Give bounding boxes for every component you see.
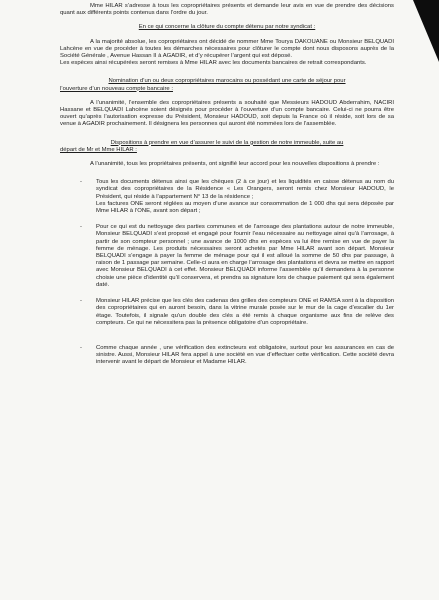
list-dash: - bbox=[80, 344, 82, 351]
section-heading-new-account-line1: Nomination d’un ou deux copropriétaires marocains ou possédant une carte de séjour pour bbox=[108, 78, 346, 85]
list-item-paragraph: Monsieur HILAR précise que les clés des cadenas des grilles des compteurs ONE et RAMSA sont à la disposition des copropriétaires qui en auront besoin, dans la vitrine murale posée sur le mur de la cage d’escalier du 1er étage. Toutefois, il signale qu’un double des clés a été remis à chaque organisme aux fins de relève des compteurs. Ce qui ne nécessitera pas la présence obligatoire d’un copropriétaire. bbox=[96, 298, 394, 326]
cash-remittance-paragraph: Les espèces ainsi récupérées seront remises à Mme HILAR avec les documents bancaires de retrait correspondants. bbox=[60, 60, 367, 67]
list-item-paragraph: Pour ce qui est du nettoyage des parties communes et de l’arrosage des plantations autour de notre immeuble, Monsieur BELQUADI s’est proposé et engagé pour fournir l’eau nécessaire au nettoyage ainsi qu’à l’arrosage, à partir de son compteur personnel ; une avance de 1000 dhs en espèces va lui être remise en vue de payer la femme de ménage. Les produits nécessaires seront achetés par Mme HILAR avant son départ. Monsieur BELQUADI s’engage à payer la femme de ménage pour qui il est alloué la somme de 50 dhs par passage, à raison de 1 passage par semaine. Celle-ci aura en charge l’arrosage des plantations et devra se mettre en rapport avec Monsieur BELQUADI à cet effet. Monsieur BELQUADI informe l’assemblée qu’il demandera à la personne choisie une pièce d’identité qu’il conservera, et prendra sa signature lors de chaque paiement qui sera également daté. bbox=[96, 224, 394, 288]
new-account-paragraph: A l’unanimité, l’ensemble des copropriétaires présents a souhaité que Messieurs HADOUD Abderrahim, NACIRI Hassane et BELQUADI Lahcène soient désignés pour procéder à l’ouverture d’un compte bancaire. Celui-ci ne pourra être ouvert qu’après l’autorisation expresse du Président, Monsieur HADOUD, soit depuis la France où il réside, soit lors de sa venue à AGADIR prochainement. Il désignera les personnes qui auront été nommées lors de l’assemblée. bbox=[60, 99, 394, 128]
section-heading-new-account-line2: l’ouverture d’un nouveau compte bancaire : bbox=[60, 85, 173, 92]
intro-paragraph: Mme HILAR s’adresse à tous les copropriétaires présents et demande leur avis en vue de prendre des décisions quant aux différents points contenus dans l’ordre du jour. bbox=[60, 3, 394, 17]
section-heading-building-management-line1: Dispositions à prendre en vue d’assurer le suivi de la gestion de notre immeuble, suite au bbox=[110, 139, 344, 146]
building-management-intro: A l’unanimité, tous les propriétaires présents, ont signifié leur accord pour les nouvelles dispositions à prendre : bbox=[90, 161, 380, 168]
scan-corner-shadow bbox=[413, 0, 439, 62]
list-item-paragraph: Comme chaque année , une vérification des extincteurs est obligatoire, surtout pour les assurances en cas de sinistre. Aussi, Monsieur HILAR fera appel à une société en vue d’effectuer cette vérification. Cette société devra intervenir avant le départ de Monsieur et Madame HILAR. bbox=[96, 344, 394, 366]
document-body bbox=[60, 3, 394, 367]
list-item-documents-one bbox=[80, 179, 394, 215]
section-heading-building-management-line2: départ de Mr et Mme HILAR : bbox=[60, 146, 137, 153]
provisions-list bbox=[60, 179, 394, 366]
list-dash: - bbox=[80, 298, 82, 305]
list-dash: - bbox=[80, 179, 82, 186]
list-dash: - bbox=[80, 224, 82, 231]
list-item-paragraph: Les factures ONE seront réglées au moyen d’une avance sur consommation de 1 000 dhs qui sera déposée par Mme HILAR à l’ONE, avant son départ ; bbox=[96, 200, 394, 215]
list-item-meter-keys bbox=[80, 298, 394, 327]
section-heading-account-closure: En ce qui concerne la clôture du compte détenu par notre syndicat : bbox=[138, 24, 316, 31]
list-item-extinguishers bbox=[80, 344, 394, 367]
account-closure-paragraph: A la majorité absolue, les copropriétaires ont décidé de nommer Mme Tourya DAKOUANE ou Monsieur BELQUADI Lahcène en vue de procéder à toutes les démarches nécessaires pour clôturer le compte dont nous disposons auprès de la Société Générale , Avenue Hassan II à AGADIR, et d’y récupérer l’argent qui est déposé. bbox=[60, 38, 394, 60]
list-item-paragraph: Tous les documents détenus ainsi que les chèques (2 à ce jour) et les liquidités en caisse détenus au nom du syndicat des copropriétaires de la Résidence « Les Orangers, seront remis chez Monsieur HADOUD, le Président, qui réside à l’appartement N° 13 de la résidence ; bbox=[96, 179, 394, 200]
list-item-cleaning bbox=[80, 224, 394, 289]
